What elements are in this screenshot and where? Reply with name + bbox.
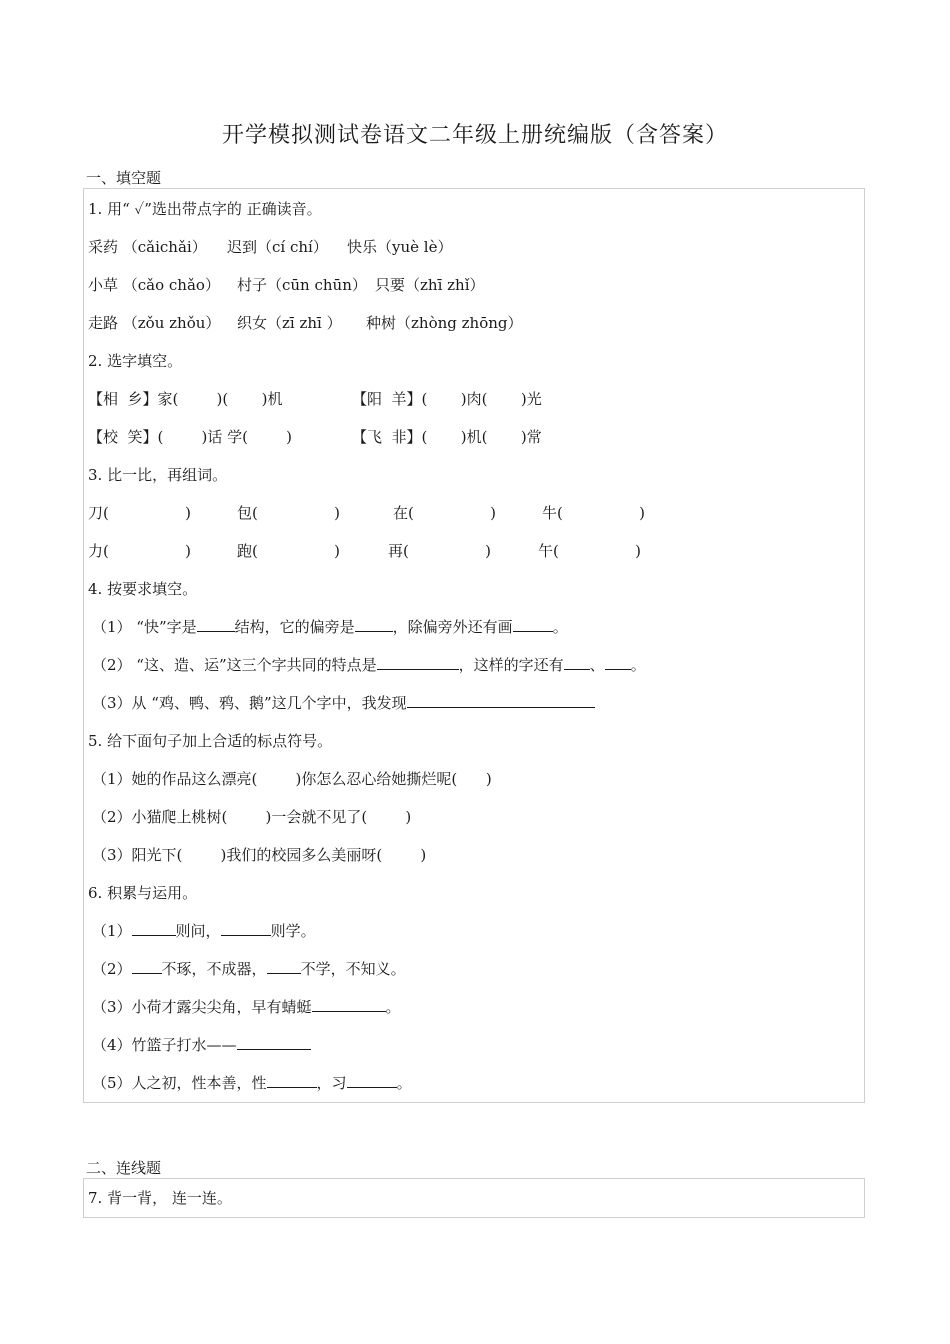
q7-stem: 7. 背一背， 连一连。	[88, 1189, 232, 1207]
q1-item: 小草 （cǎo chǎo）	[88, 276, 220, 294]
page-title: 开学模拟测试卷语文二年级上册统编版（含答案）	[221, 123, 728, 148]
q6-line-5	[92, 1073, 412, 1093]
q6-stem: 6. 积累与运用。	[88, 884, 198, 902]
q6-line-1	[92, 921, 316, 941]
fill-questions-box	[83, 188, 865, 1103]
answer-blank[interactable]	[312, 997, 386, 1012]
q6-text: 。	[385, 998, 401, 1016]
q3-item: 再( )	[388, 542, 491, 560]
answer-blank[interactable]	[267, 959, 301, 974]
answer-blank[interactable]	[513, 617, 553, 632]
q6-text: ，习	[316, 1074, 347, 1092]
q6-text: （5）人之初，性本善，性	[92, 1074, 267, 1092]
q5-item: （2）小猫爬上桃树( )一会就不见了( )	[92, 808, 412, 826]
q1-item: 走路 （zǒu zhǒu）	[88, 314, 221, 332]
q3-item: 在( )	[393, 504, 496, 522]
q6-line-3	[92, 997, 401, 1017]
answer-blank[interactable]	[564, 655, 590, 670]
q1-item: 迟到（cí chí）	[227, 238, 328, 256]
q4-text: （2） “这、造、运”这三个字共同的特点是	[92, 656, 377, 674]
q6-text: （2）	[92, 960, 132, 978]
q4-text: 、	[589, 656, 605, 674]
q6-text: 。	[396, 1074, 412, 1092]
q4-text: （1） “快”字是	[92, 618, 197, 636]
q3-item: 力( )	[88, 542, 191, 560]
q2-item: 【相 乡】家( )( )机	[88, 390, 283, 408]
q3-item: 跑( )	[237, 542, 340, 560]
q6-text: 则学。	[270, 922, 316, 940]
q5-item: （1）她的作品这么漂亮( )你怎么忍心给她撕烂呢( )	[92, 770, 492, 788]
q4-line-1	[92, 617, 568, 637]
answer-blank[interactable]	[237, 1035, 311, 1050]
answer-blank[interactable]	[267, 1073, 317, 1088]
answer-blank[interactable]	[221, 921, 271, 936]
answer-blank[interactable]	[132, 959, 162, 974]
answer-blank[interactable]	[132, 921, 176, 936]
q1-stem: 1. 用“ ✓”选出带点字的 正确读音。	[88, 200, 322, 218]
q6-line-4	[92, 1035, 311, 1055]
section-label-matching: 二、连线题	[86, 1159, 162, 1177]
answer-blank[interactable]	[197, 617, 235, 632]
q3-stem: 3. 比一比，再组词。	[88, 466, 228, 484]
q2-item: 【飞 非】( )机( )常	[352, 428, 542, 446]
q5-stem: 5. 给下面句子加上合适的标点符号。	[88, 732, 333, 750]
q6-text: （1）	[92, 922, 132, 940]
q1-item: 织女（zī zhī ）	[237, 314, 342, 332]
q2-item: 【校 笑】( )话 学( )	[88, 428, 293, 446]
answer-blank[interactable]	[605, 655, 631, 670]
q1-item: 村子（cūn chūn）	[237, 276, 367, 294]
q3-item: 包( )	[237, 504, 340, 522]
answer-blank[interactable]	[355, 617, 393, 632]
answer-blank[interactable]	[407, 693, 595, 708]
q3-item: 牛( )	[542, 504, 645, 522]
section-label-fill: 一、填空题	[86, 169, 162, 187]
q1-item: 只要（zhī zhǐ）	[375, 276, 485, 294]
q3-item: 午( )	[538, 542, 641, 560]
q4-text: ，除偏旁外还有画	[392, 618, 513, 636]
q1-item: 快乐（yuè lè）	[347, 238, 453, 256]
q2-item: 【阳 羊】( )肉( )光	[352, 390, 542, 408]
q6-text: （4）竹篮子打水——	[92, 1036, 237, 1054]
q4-text: 。	[552, 618, 568, 636]
q2-stem: 2. 选字填空。	[88, 352, 183, 370]
answer-blank[interactable]	[347, 1073, 397, 1088]
q1-item: 采药 （cǎichǎi）	[88, 238, 207, 256]
q6-text: 不琢，不成器，	[161, 960, 267, 978]
q4-line-2	[92, 655, 646, 675]
q4-line-3	[92, 693, 595, 713]
answer-blank[interactable]	[377, 655, 459, 670]
q4-text: 。	[630, 656, 646, 674]
matching-questions-box	[83, 1178, 865, 1218]
q4-text: （3）从 “鸡、鸭、鸦、鹅”这几个字中，我发现	[92, 694, 407, 712]
q6-text: 不学，不知义。	[300, 960, 406, 978]
q5-item: （3）阳光下( )我们的校园多么美丽呀( )	[92, 846, 427, 864]
q6-text: 则问，	[175, 922, 221, 940]
q6-line-2	[92, 959, 406, 979]
q3-item: 刀( )	[88, 504, 191, 522]
q4-text: 结构，它的偏旁是	[234, 618, 355, 636]
q6-text: （3）小荷才露尖尖角，早有蜻蜓	[92, 998, 312, 1016]
q4-text: ，这样的字还有	[458, 656, 564, 674]
q1-item: 种树（zhòng zhōng）	[366, 314, 523, 332]
q4-stem: 4. 按要求填空。	[88, 580, 198, 598]
